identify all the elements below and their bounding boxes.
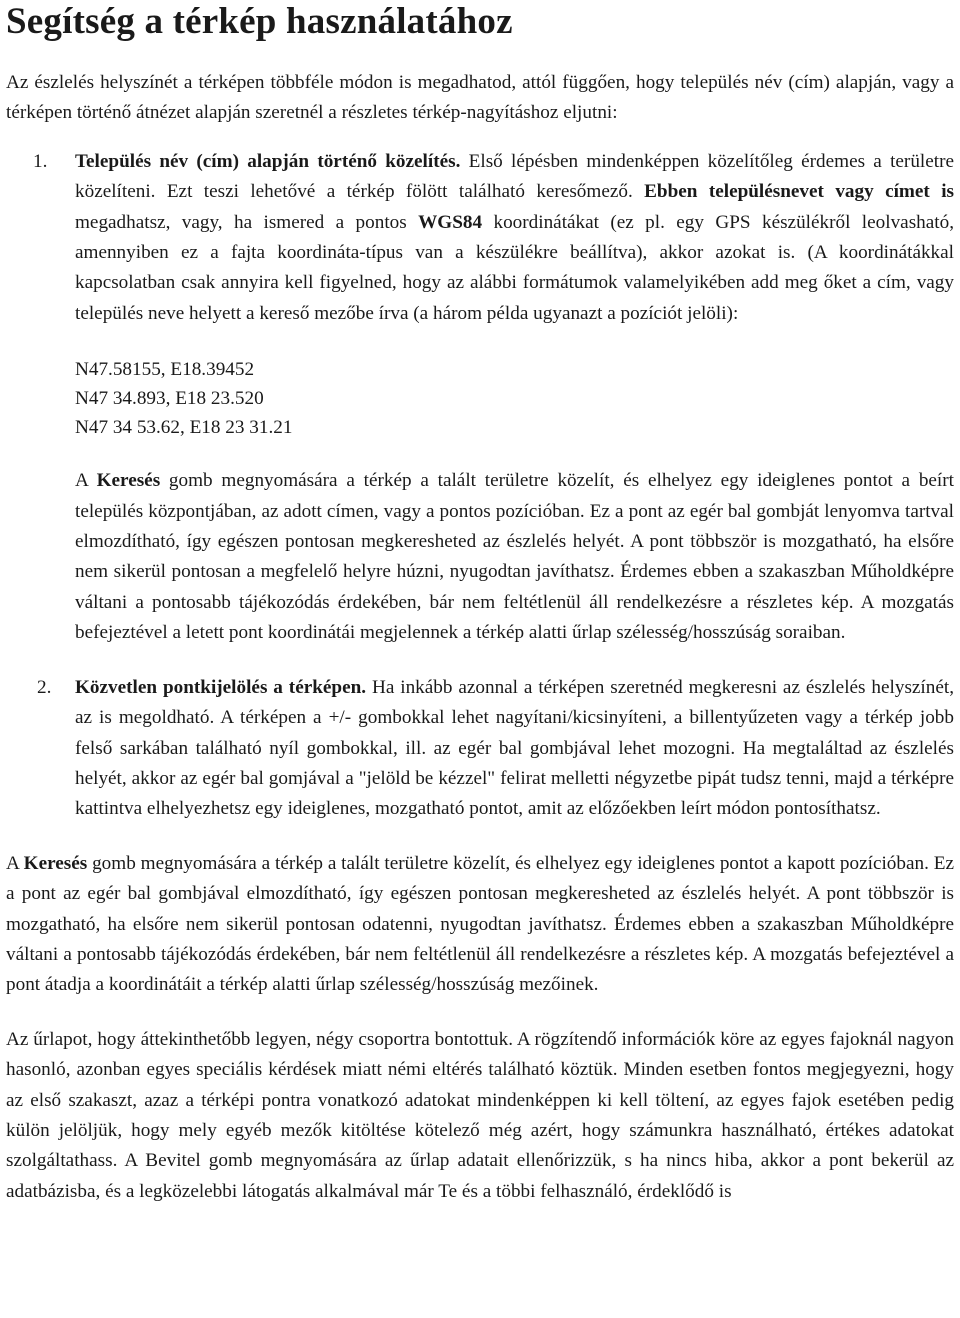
intro-paragraph: Az észlelés helyszínét a térképen többféle módon is megadhatod, attól függően, hogy település név (cím) alapján, vagy a térképen történő átnézet alapján szeretnél a részletes térkép-nagyításhoz eljutni: bbox=[6, 72, 954, 124]
item1-sub-b: gomb megnyomására a térkép a talált területre közelít, és elhelyez egy ideiglenes pontot a beírt település központjában, az adott címen, vagy a pontos pozícióban. Ez a pont az egér bal gombját lenyomva tartval elmozdítható, így egészen pontosan megkeresheted az észlelés helyét. A pont többször is mozgatható, ha elsőre nem sikerül pontosan a megfelelő helyre húzni, nyugodtan javíthatsz. Érdemes ebben a szakaszban Műholdképre váltani a pontosabb tájékozódás érdekében, bár nem feltétlenül áll rendelkezésre a részletes kép. A mozgatás befejeztével a letett pont koordinátái megjelennek a térkép alatti űrlap szélesség/hosszúság soraiban. bbox=[75, 470, 954, 644]
item1-bold-b: Ebben településnevet vagy címet is bbox=[644, 181, 954, 203]
list-item-name-search bbox=[6, 147, 954, 649]
coordinate-example: N47.58155, E18.39452 bbox=[75, 359, 255, 381]
item1-heading: Település név (cím) alapján történő közelítés. bbox=[75, 150, 461, 172]
item1-sub-a: A bbox=[75, 470, 97, 492]
list-number: 2. bbox=[37, 676, 52, 698]
coordinate-example: N47 34 53.62, E18 23 31.21 bbox=[75, 417, 293, 439]
list-item-direct-select bbox=[6, 673, 954, 825]
item1-text-c: megadhatsz, vagy, ha ismered a pontos bbox=[75, 211, 419, 233]
item2-heading: Közvetlen pontkijelölés a térképen. bbox=[75, 676, 367, 698]
form-paragraph: Az űrlapot, hogy áttekinthetőbb legyen, négy csoportra bontottuk. A rögzítendő információk köre az egyes fajoknál nagyon hasonló, azonban egyes speciális kérdések miatt némi eltérés található köztük. Minden esetben fontos megjegyezni, hogy az első szakaszt, azaz a térképi pontra vonatkozó adatokat mindenképpen ki kell töltení, az egyes fajok esetében pedig külön jelöljük, hogy mely egyéb mezők kitöltése kötelező még azért, hogy számunkra használható, értékes adatokat szolgáltathass. A Bevitel gomb megnyomására az űrlap adatait ellenőrizzük, s ha nincs hiba, akkor a pont bekerül az adatbázisba, és a legközelebbi látogatás alkalmával már Te és a többi felhasználó, érdeklődő is bbox=[6, 1028, 954, 1202]
after1-b: gomb megnyomására a térkép a talált területre közelít, és elhelyez egy ideiglenes pontot a kapott pozícióban. Ez a pont az egér bal gombjával elmozdítható, így egészen pontosan megkeresheted az észlelés helyét. A pont többször is mozgatható, ha elsőre nem sikerül pontosan odatenni, nyugodtan javíthatsz. Érdemes ebben a szakaszban Műholdképre váltani a pontosabb tájékozódás érdekében, bár nem feltétlenül áll rendelkezésre a részletes kép. A mozgatás befejeztével a pont átadja a koordinátáit a térkép alatti űrlap szélesség/hosszúság mezőinek. bbox=[6, 852, 954, 996]
item1-paragraph bbox=[75, 147, 954, 329]
coordinate-examples bbox=[75, 355, 954, 442]
item1-text-e: koordinátákat (ez pl. egy GPS készülékről leolvasható, amennyiben ez a fajta koordináta-típus van a készülékre beállítva), akkor azokat is. (A koordinátákkal kapcsolatban csak annyira kell figyelned, hogy az alábbi formátumok valamelyikében add meg őket a cím, vagy település neve helyett a kereső mezőbe írva (a három példa ugyanazt a pozíciót jelöli): bbox=[75, 211, 954, 324]
item2-paragraph bbox=[75, 673, 954, 825]
page-title: Segítség a térkép használatához bbox=[6, 1, 513, 42]
search-keyword: Keresés bbox=[96, 470, 161, 492]
item1-bold-wgs84: WGS84 bbox=[418, 211, 483, 233]
item1-search-paragraph bbox=[75, 466, 954, 648]
search-paragraph bbox=[6, 849, 954, 1001]
search-keyword: Keresés bbox=[23, 852, 88, 874]
item1-text-a: Első lépésben mindenképpen közelítőleg érdemes a területre közelíteni. Ezt teszi lehetővé a térkép fölött található keresőmező. bbox=[75, 150, 954, 203]
coordinate-example: N47 34.893, E18 23.520 bbox=[75, 388, 264, 410]
method-list bbox=[6, 147, 954, 825]
after1-a: A bbox=[6, 852, 24, 874]
item2-text: Ha inkább azonnal a térképen szeretnéd megkeresni az észlelés helyszínét, az is megoldható. A térképen a +/- gombokkal lehet nagyítani/kicsinyíteni, a billentyűzeten vagy a térkép jobb felső sarkában található nyíl gombokkal, ill. az egér bal gombjával lehet mozogni. Ha megtaláltad az észlelés helyét, akkor az egér bal gomjával a "jelöld be kézzel" felirat melletti négyzetbe pipát tudsz tenni, majd a térképre kattintva elhelyezhetsz egy ideiglenes, mozgatható pontot, amit az előzőekben leírt módon pontosíthatsz. bbox=[75, 676, 954, 820]
list-number: 1. bbox=[33, 150, 48, 172]
